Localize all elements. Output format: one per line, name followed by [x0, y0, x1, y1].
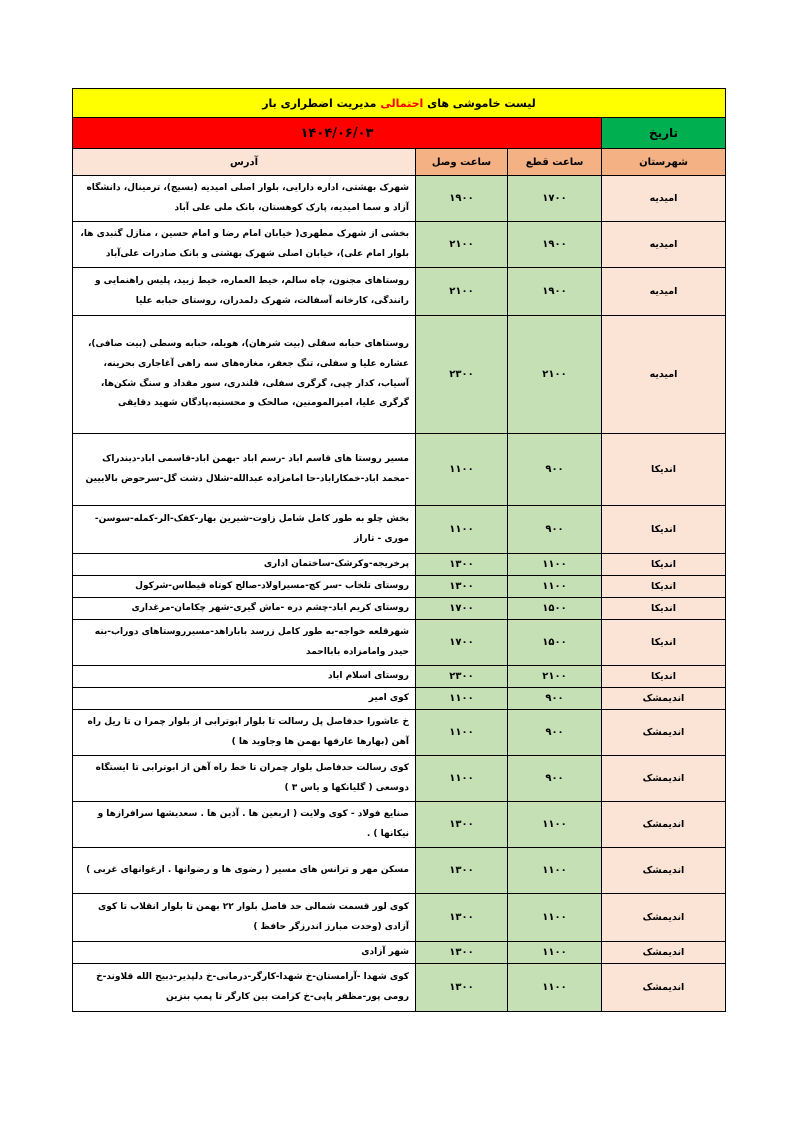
city-cell: اندیکا [602, 620, 726, 666]
table-row [73, 506, 726, 554]
table-row [73, 598, 726, 620]
connect-time-cell: ۲۱۰۰ [416, 222, 508, 268]
table-row [73, 554, 726, 576]
cut-time-cell: ۹۰۰ [508, 688, 602, 710]
address-cell: کوی لور قسمت شمالی حد فاصل بلوار ۲۲ بهمن تا بلوار انقلاب تا کوی آزادی (وحدت مبارز اندرزگر حافظ ) [73, 894, 416, 942]
connect-time-cell: ۱۹۰۰ [416, 176, 508, 222]
address-cell: شهرک بهشتی، اداره دارایی، بلوار اصلی امیدیه (بسیج)، ترمینال، دانشگاه آزاد و سما امیدیه، پارک کوهستان، بانک ملی علی آباد [73, 176, 416, 222]
cut-time-cell: ۹۰۰ [508, 434, 602, 506]
table-row [73, 756, 726, 802]
address-cell: خ عاشورا حدفاصل پل رسالت تا بلوار ابوترابی از بلوار چمرا ن تا ریل راه آهن (بهارها عارفها بهمن ها وجاوید ها ) [73, 710, 416, 756]
connect-time-cell: ۱۳۰۰ [416, 894, 508, 942]
title-row [73, 89, 726, 118]
city-cell: اندیکا [602, 554, 726, 576]
connect-time-cell: ۱۳۰۰ [416, 848, 508, 894]
cut-time-cell: ۹۰۰ [508, 506, 602, 554]
city-cell: اندیمشک [602, 688, 726, 710]
title-part1: لیست خاموشی های [427, 96, 536, 110]
page-title [73, 89, 726, 118]
cut-time-cell: ۱۱۰۰ [508, 576, 602, 598]
address-cell: روستای اسلام اباد [73, 666, 416, 688]
address-cell: مسیر روستا های قاسم اباد -رسم اباد -بهمن اباد-قاسمی اباد-دیندراک -محمد اباد-خمکاراباد-حا امامزاده عبدالله-شلال دشت گل-سرحوض بالاییین [73, 434, 416, 506]
address-cell: کوی شهدا -آرامستان-خ شهدا-کارگر-درمانی-خ دلپذیر-ذبیح الله قلاوند-خ رومی پور-مظفر پاپی-خ کرامت بین کارگر تا پمپ بنزین [73, 964, 416, 1012]
cut-time-cell: ۱۷۰۰ [508, 176, 602, 222]
connect-time-cell: ۱۳۰۰ [416, 554, 508, 576]
cut-time-cell: ۱۱۰۰ [508, 802, 602, 848]
address-cell: صنایع فولاد - کوی ولایت ( اربعین ها . آذین ها . سعدیشها سرافرازها و نیکانها ) . [73, 802, 416, 848]
table-row [73, 620, 726, 666]
address-cell: روستای کریم اباد-چشم دره -ماش گیری-شهر چکامان-مرغداری [73, 598, 416, 620]
cut-time-cell: ۱۵۰۰ [508, 620, 602, 666]
city-cell: اندیمشک [602, 756, 726, 802]
city-cell: اندیمشک [602, 964, 726, 1012]
cut-time-cell: ۱۱۰۰ [508, 942, 602, 964]
header-city: شهرستان [602, 149, 726, 176]
header-row [73, 149, 726, 176]
table-row [73, 176, 726, 222]
table-row [73, 964, 726, 1012]
table-row [73, 576, 726, 598]
header-cut-time: ساعت قطع [508, 149, 602, 176]
city-cell: اندیکا [602, 506, 726, 554]
city-cell: امیدیه [602, 176, 726, 222]
connect-time-cell: ۱۱۰۰ [416, 434, 508, 506]
table-row [73, 688, 726, 710]
address-cell: روستای تلخاب -سر کچ-مسیراولاد-صالح کوتاه قیطاس-شرکول [73, 576, 416, 598]
address-cell: مسکن مهر و ترانس های مسیر ( رضوی ها و رضوانها . ارغوانهای غربی ) [73, 848, 416, 894]
cut-time-cell: ۲۱۰۰ [508, 316, 602, 434]
cut-time-cell: ۹۰۰ [508, 756, 602, 802]
connect-time-cell: ۱۳۰۰ [416, 576, 508, 598]
table-row [73, 802, 726, 848]
city-cell: اندیکا [602, 576, 726, 598]
table-row [73, 894, 726, 942]
date-label: تاریخ [602, 118, 726, 149]
table-row [73, 222, 726, 268]
cut-time-cell: ۱۵۰۰ [508, 598, 602, 620]
connect-time-cell: ۱۱۰۰ [416, 710, 508, 756]
title-part3: مدیریت اضطراری بار [262, 96, 377, 110]
cut-time-cell: ۱۱۰۰ [508, 848, 602, 894]
connect-time-cell: ۱۷۰۰ [416, 598, 508, 620]
table-row [73, 666, 726, 688]
table-row [73, 268, 726, 316]
header-connect-time: ساعت وصل [416, 149, 508, 176]
connect-time-cell: ۱۳۰۰ [416, 942, 508, 964]
city-cell: امیدیه [602, 268, 726, 316]
title-highlight: احتمالی [380, 96, 424, 110]
cut-time-cell: ۱۹۰۰ [508, 268, 602, 316]
address-cell: کوی امیر [73, 688, 416, 710]
cut-time-cell: ۱۱۰۰ [508, 894, 602, 942]
city-cell: اندیمشک [602, 942, 726, 964]
date-row [73, 118, 726, 149]
date-value: ۱۴۰۴/۰۶/۰۳ [73, 118, 602, 149]
address-cell: روستاهای حبابه سفلی (بیت شرهان)، هویله، حبابه وسطی (بیت صافی)، عشاره علیا و سفلی، تنگ جعفر، مغازه‌های سه راهی آغاجاری بحرینه، آسیاب، کدار چپی، گرگری سفلی، قلندری، سور مقداد و سنگ شکن‌ها، گرگری علیا، امیرالمومنین، صالحک و محسنیه،پادگان شهید دقایقی [73, 316, 416, 434]
table-row [73, 848, 726, 894]
cut-time-cell: ۱۱۰۰ [508, 554, 602, 576]
cut-time-cell: ۱۹۰۰ [508, 222, 602, 268]
table-row [73, 710, 726, 756]
address-cell: شهرقلعه خواجه-به طور کامل زرسد باباراهد-مسیرروستاهای دوراب-بنه حیدر وامامزاده بابااحمد [73, 620, 416, 666]
connect-time-cell: ۱۱۰۰ [416, 756, 508, 802]
connect-time-cell: ۱۱۰۰ [416, 688, 508, 710]
table-row [73, 316, 726, 434]
city-cell: امیدیه [602, 222, 726, 268]
table-row [73, 942, 726, 964]
city-cell: اندیکا [602, 598, 726, 620]
connect-time-cell: ۲۳۰۰ [416, 316, 508, 434]
table-row [73, 434, 726, 506]
outage-table [72, 88, 726, 1012]
city-cell: اندیمشک [602, 848, 726, 894]
city-cell: امیدیه [602, 316, 726, 434]
connect-time-cell: ۱۳۰۰ [416, 964, 508, 1012]
cut-time-cell: ۹۰۰ [508, 710, 602, 756]
outage-sheet [72, 88, 725, 1012]
city-cell: اندیمشک [602, 802, 726, 848]
cut-time-cell: ۲۱۰۰ [508, 666, 602, 688]
connect-time-cell: ۲۳۰۰ [416, 666, 508, 688]
cut-time-cell: ۱۱۰۰ [508, 964, 602, 1012]
connect-time-cell: ۲۱۰۰ [416, 268, 508, 316]
address-cell: کوی رسالت حدفاصل بلوار چمران تا خط راه آهن از ابوترابی تا ایستگاه دوسعی ( گلیانکها و یاس ۳ ) [73, 756, 416, 802]
address-cell: روستاهای مجنون، چاه سالم، خیط العماره، خیط زبید، پلیس راهنمایی و رانندگی، کارخانه آسفالت، شهرک دلمدران، روستای حبابه علیا [73, 268, 416, 316]
address-cell: بخش چلو به طور کامل شامل زاوت-شیرین بهار-کفک-الر-کمله-سوسن-موری - تاراز [73, 506, 416, 554]
city-cell: اندیکا [602, 434, 726, 506]
header-address: آدرس [73, 149, 416, 176]
city-cell: اندیمشک [602, 710, 726, 756]
connect-time-cell: ۱۱۰۰ [416, 506, 508, 554]
connect-time-cell: ۱۳۰۰ [416, 802, 508, 848]
connect-time-cell: ۱۷۰۰ [416, 620, 508, 666]
city-cell: اندیکا [602, 666, 726, 688]
address-cell: پرخریجه-وکرشک-ساختمان اداری [73, 554, 416, 576]
address-cell: بخشی از شهرک مطهری( خیابان امام رضا و امام حسین ، منازل گنبدی ها، بلوار امام علی)، خیابان اصلی شهرک بهشتی و بانک صادرات علی‌آباد [73, 222, 416, 268]
address-cell: شهر آزادی [73, 942, 416, 964]
city-cell: اندیمشک [602, 894, 726, 942]
